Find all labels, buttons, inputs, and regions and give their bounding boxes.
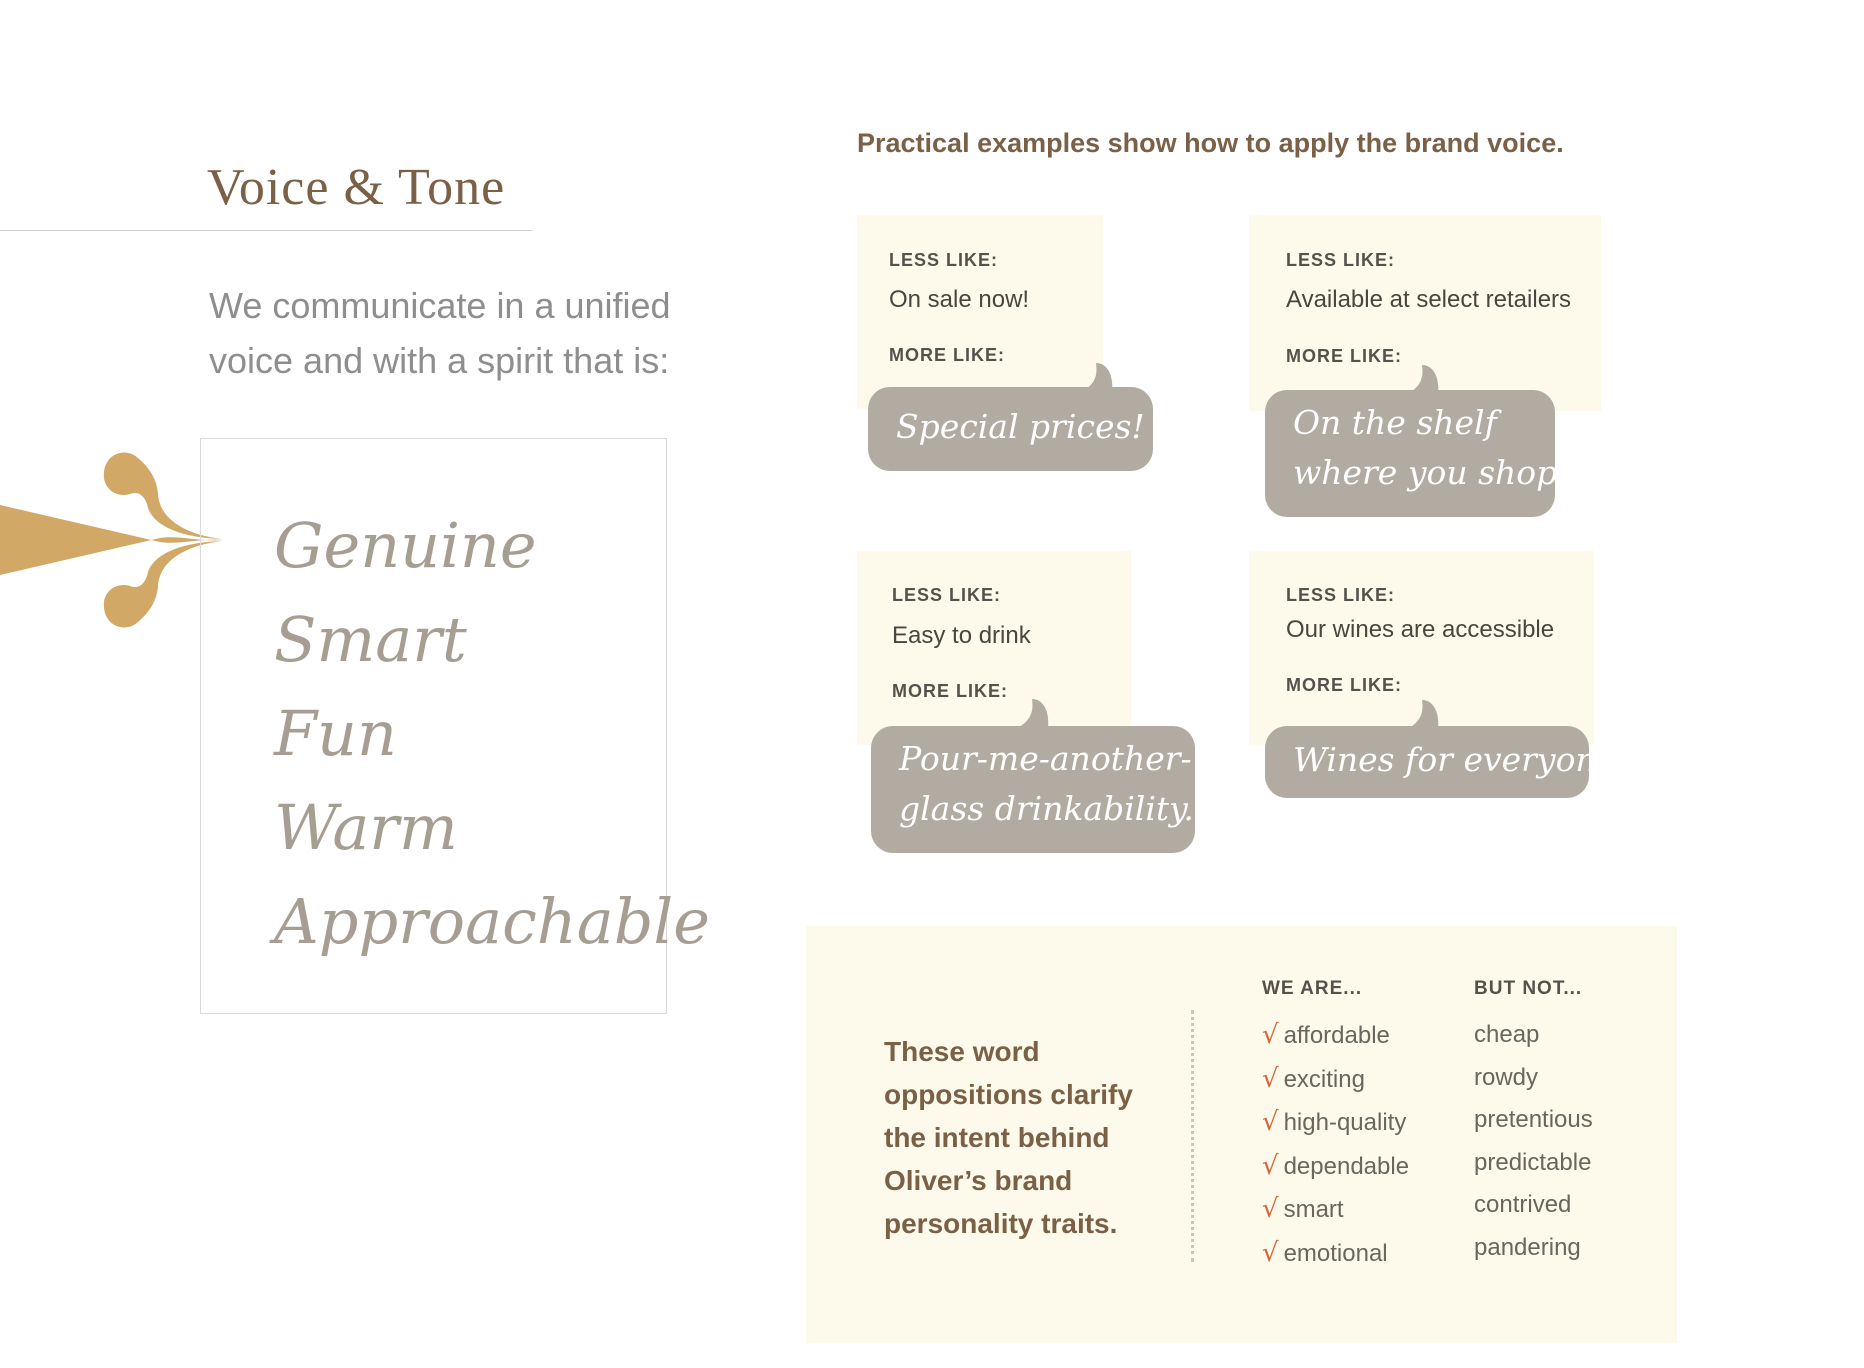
but-not-list: [1474, 1014, 1593, 1269]
checkmark-icon: √: [1262, 1194, 1279, 1224]
we-are-word: emotional: [1283, 1239, 1388, 1267]
more-like-line: Pour-me-another-: [899, 739, 1192, 778]
we-are-word: high-quality: [1283, 1109, 1407, 1136]
less-like-label: LESS LIKE:: [892, 585, 1002, 605]
checkmark-icon: √: [1262, 1020, 1279, 1050]
more-like-bubble: [871, 726, 1195, 853]
less-like-label: LESS LIKE:: [1286, 250, 1396, 270]
less-like-text: Available at select retailers: [1286, 286, 1572, 313]
more-like-line: Wines for everyone.: [1293, 740, 1627, 779]
but-not-word: predictable: [1474, 1148, 1592, 1176]
we-are-word: affordable: [1283, 1022, 1390, 1049]
speech-bubble-tail-icon: [1406, 694, 1446, 730]
more-like-bubble: [1265, 390, 1568, 517]
we-are-column: [1262, 978, 1409, 1275]
but-not-word: pandering: [1474, 1233, 1581, 1261]
more-like-label: MORE LIKE:: [889, 345, 1005, 365]
we-are-list: [1262, 1014, 1409, 1275]
we-are-heading: WE ARE...: [1262, 978, 1363, 999]
checkmark-icon: √: [1262, 1150, 1279, 1181]
more-like-label: MORE LIKE:: [1286, 346, 1402, 366]
we-are-item: [1262, 1058, 1409, 1102]
traits-box: [200, 438, 710, 1014]
more-like-line: where you shop.: [1293, 453, 1568, 492]
we-are-word: exciting: [1283, 1065, 1365, 1093]
less-like-text: Easy to drink: [892, 622, 1031, 649]
more-like-line: Special prices!: [896, 407, 1145, 446]
more-like-bubble: [868, 387, 1153, 471]
less-like-text: On sale now!: [889, 286, 1030, 313]
dotted-divider: [1191, 1010, 1194, 1262]
checkmark-icon: √: [1262, 1237, 1279, 1268]
more-like-bubble: [1265, 726, 1627, 798]
intro-text: We communicate in a unified voice and with a spirit that is:: [209, 285, 671, 381]
more-like-label: MORE LIKE:: [892, 681, 1008, 701]
more-like-line: On the shelf: [1293, 403, 1497, 442]
but-not-heading: BUT NOT...: [1474, 978, 1583, 999]
we-are-item: [1262, 1014, 1409, 1058]
we-are-item: [1262, 1145, 1409, 1189]
trait-fun: Fun: [274, 697, 397, 770]
more-like-line: glass drinkability.: [899, 789, 1194, 828]
speech-bubble-tail-icon: [1016, 693, 1056, 729]
we-are-item: [1262, 1101, 1409, 1145]
oppositions-intro: These word oppositions clarify the intent behind Oliver’s brand personality traits.: [884, 1036, 1133, 1239]
trait-genuine: Genuine: [274, 509, 537, 582]
but-not-word: cheap: [1474, 1021, 1540, 1048]
but-not-word: pretentious: [1474, 1106, 1593, 1133]
trait-approachable: Approachable: [274, 885, 710, 958]
title-divider: [0, 230, 532, 231]
less-like-label: LESS LIKE:: [1286, 585, 1396, 605]
traits-list: [274, 499, 710, 969]
we-are-word: smart: [1283, 1196, 1344, 1223]
we-are-word: dependable: [1283, 1152, 1410, 1180]
less-like-label: LESS LIKE:: [889, 250, 999, 270]
we-are-item: [1262, 1232, 1409, 1276]
but-not-word: rowdy: [1474, 1063, 1539, 1091]
examples-heading: Practical examples show how to apply the brand voice.: [857, 128, 1564, 158]
checkmark-icon: √: [1262, 1107, 1279, 1137]
gold-leaf-ornament-icon: [0, 450, 226, 630]
checkmark-icon: √: [1262, 1063, 1279, 1094]
but-not-word: contrived: [1474, 1191, 1572, 1218]
trait-smart: Smart: [274, 603, 467, 676]
we-are-item: [1262, 1188, 1409, 1232]
more-like-label: MORE LIKE:: [1286, 675, 1402, 695]
less-like-text: Our wines are accessible: [1286, 616, 1555, 643]
page-title: Voice & Tone: [207, 159, 506, 216]
but-not-column: [1474, 978, 1593, 1269]
trait-warm: Warm: [274, 791, 458, 864]
